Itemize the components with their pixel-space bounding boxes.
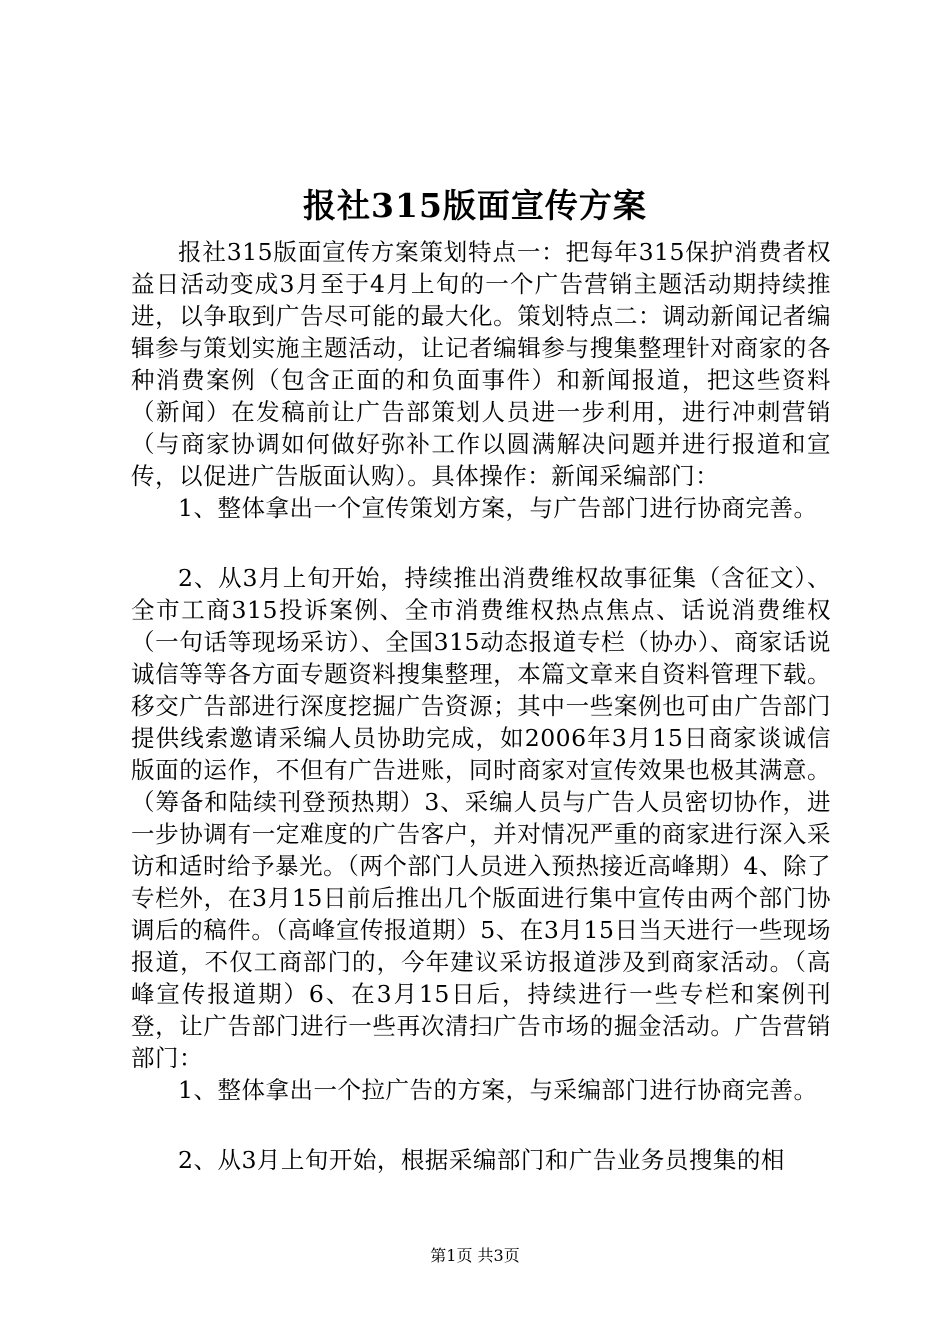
paragraph-ad-item-2: 2、从3月上旬开始，根据采编部门和广告业务员搜集的相 bbox=[178, 1146, 785, 1174]
paragraph-news-item-2: 2、从3月上旬开始，持续推出消费维权故事征集（含征文）、全市工商315投诉案例、全市消费维权热点焦点、话说消费维权（一句话等现场采访）、全国315动态报道专栏（协办）、商家话说诚信等等各方面专题资料搜集整理，本篇文章来自资料管理下载。移交广告部进行深度挖掘广告资源；其中一些案例也可由广告部门提供线索邀请采编人员协助完成，如2006年3月15日商家谈诚信版面的运作，不但有广告进账，同时商家对宣传效果也极其满意。（筹备和陆续刊登预热期）3、采编人员与广告人员密切协作，进一步协调有一定难度的广告客户，并对情况严重的商家进行深入采访和适时给予暴光。（两个部门人员进入预热接近高峰期）4、除了专栏外，在3月15日前后推出几个版面进行集中宣传由两个部门协调后的稿件。（高峰宣传报道期）5、在3月15日当天进行一些现场报道，不仅工商部门的，今年建议采访报道涉及到商家活动。（高峰宣传报道期）6、在3月15日后，持续进行一些专栏和案例刊登，让广告部门进行一些再次清扫广告市场的掘金活动。广告营销部门： bbox=[131, 564, 831, 1072]
paragraph-spacer bbox=[131, 524, 831, 562]
paragraph-ad-item-1: 1、整体拿出一个拉广告的方案，与采编部门进行协商完善。 bbox=[178, 1076, 818, 1104]
paragraph-news-item-1: 1、整体拿出一个宣传策划方案，与广告部门进行协商完善。 bbox=[178, 494, 818, 522]
page-number-footer: 第1页 共3页 bbox=[430, 1246, 520, 1265]
paragraph-intro: 报社315版面宣传方案策划特点一：把每年315保护消费者权益日活动变成3月至于4月上旬的一个广告营销主题活动期持续推进，以争取到广告尽可能的最大化。策划特点二：调动新闻记者编辑参与策划实施主题活动，让记者编辑参与搜集整理针对商家的各种消费案例（包含正面的和负面事件）和新闻报道，把这些资料（新闻）在发稿前让广告部策划人员进一步利用，进行冲刺营销（与商家协调如何做好弥补工作以圆满解决问题并进行报道和宣传，以促进广告版面认购）。具体操作：新闻采编部门： bbox=[131, 238, 831, 490]
paragraph-spacer bbox=[131, 1106, 831, 1144]
document-title: 报社315版面宣传方案 bbox=[303, 186, 647, 225]
document-body bbox=[131, 236, 831, 1176]
